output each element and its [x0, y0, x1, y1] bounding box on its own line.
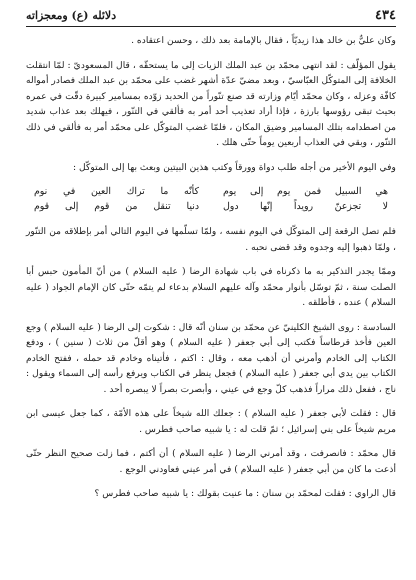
- paragraph: السادسة : روى الشيخ الكلينيّ عن محمّد بن سنان أنّه قال : شكوت إلى الرضا ( عليه السلام ) وجع العين فأخذ قرطاساً فكتب إلى أبي جعفر ( عليه السلام ) وهو أقلّ من ثلاث ( سنين ) ، ودفع الكتاب إلى الخادم وأمرني أن أذهب معه ، وقال : اكتم ، فأتيناه وخادم قد حمله ، ففتح الخادم الكتاب بين يدي أبي جعفر ( عليه السلام ) فجعل ينظر في الكتاب ويرفع رأسه إلى السماء ويقول : ناج ، ففعل ذلك مراراً فذهب كلّ وجع في عيني ، وأبصرت بصراً لا يبصره أحد .: [26, 321, 396, 395]
- poem-verse: هي السبيل فمن يوم إلى يوم: [223, 186, 388, 197]
- poem-verse: دنيا تنقل من قوم إلى قوم: [34, 201, 199, 212]
- paragraph: وممّا يجدر التذكير به ما ذكرناه في باب شهادة الرضا ( عليه السلام ) من أنّ المأمون حبس أبا الصلت سنة ، ثمّ توسّل بأنوار محمّد وآله عليهم السلام بدعاء لم يتمّه حتّى كان الإمام الجواد ( عليه السلام ) عنده ، فأطلقه .: [26, 266, 396, 308]
- page-number: ٤٣٤: [375, 8, 396, 23]
- paragraph: وكان عليٌّ بن خالد هذا زيديّاً ، فقال بالإمامة بعد ذلك ، وحسن اعتقاده .: [131, 35, 396, 46]
- poem: [34, 184, 388, 214]
- paragraph: فلم تصل الرقعة إلى المتوكّل في اليوم نفسه ، ولمّا تسلّمها في اليوم التالي أمر بإطلاقه من التنّور ، ولمّا ذهبوا إليه وجدوه وقد قضى نحبه .: [26, 226, 396, 253]
- poem-verse: لا تجزعنّ رويداً إنّها دول: [223, 201, 388, 212]
- paragraph: قال : فقلت لأبي جعفر ( عليه السلام ) : جعلك الله شيخاً على هذه الأمّة ، كما جعل عيسى ابن مريم شيخاً على بني إسرائيل ؛ ثمّ قلت له : يا شبيه صاحب فطرس .: [26, 408, 396, 435]
- poem-verse: كأنّه ما تراك العين في نوم: [34, 186, 199, 197]
- page-header: [26, 8, 396, 27]
- running-title: دلائله (ع) ومعجزاته: [26, 9, 117, 22]
- page-body: [26, 33, 396, 502]
- paragraph: يقول المؤلّف : لقد انتهى محمّد بن عبد الملك الزيات إلى ما يستحقّه ، قال المسعوديّ : لمّا انتقلت الخلافة إلى المتوكّل العبّاسيّ ، وبعد مضيّ عدّة أشهر غضب على محمّد بن عبد الملك فصادر أمواله كافّة وعزله ، وكان محمّد أيّام وزارته قد صنع تنّوراً من الحديد زوّده بمسامير كبيرة دقّت في عمره بحيث تبقى رؤوسها بارزة ، فإذا أراد تعذيب أحد أمر به فألقي في التنّور ، فيهلك بعد عذاب شديد من اصطدامه بتلك المسامير وضيق المكان ، فلمّا غضب المتوكّل على محمّد أمر به فألقي في ذلك التنّور ، وبقي في العذاب أربعين يوماً حتّى هلك .: [26, 59, 396, 148]
- paragraph: قال الراوي : فقلت لمحمّد بن سنان : ما عنيت بقولك : يا شبيه صاحب فطرس ؟: [94, 488, 396, 499]
- paragraph: قال محمّد : فانصرفت ، وقد أمرني الرضا ( عليه السلام ) أن أكتم ، فما زلت صحيح النظر حتّى أذعت ما كان من أبي جعفر ( عليه السلام ) في أمر عيني فعاودني الوجع .: [26, 448, 396, 475]
- paragraph: وفي اليوم الأخير من أجله طلب دواة وورقاً وكتب هذين البيتين وبعث بها إلى المتوكّل :: [73, 161, 396, 173]
